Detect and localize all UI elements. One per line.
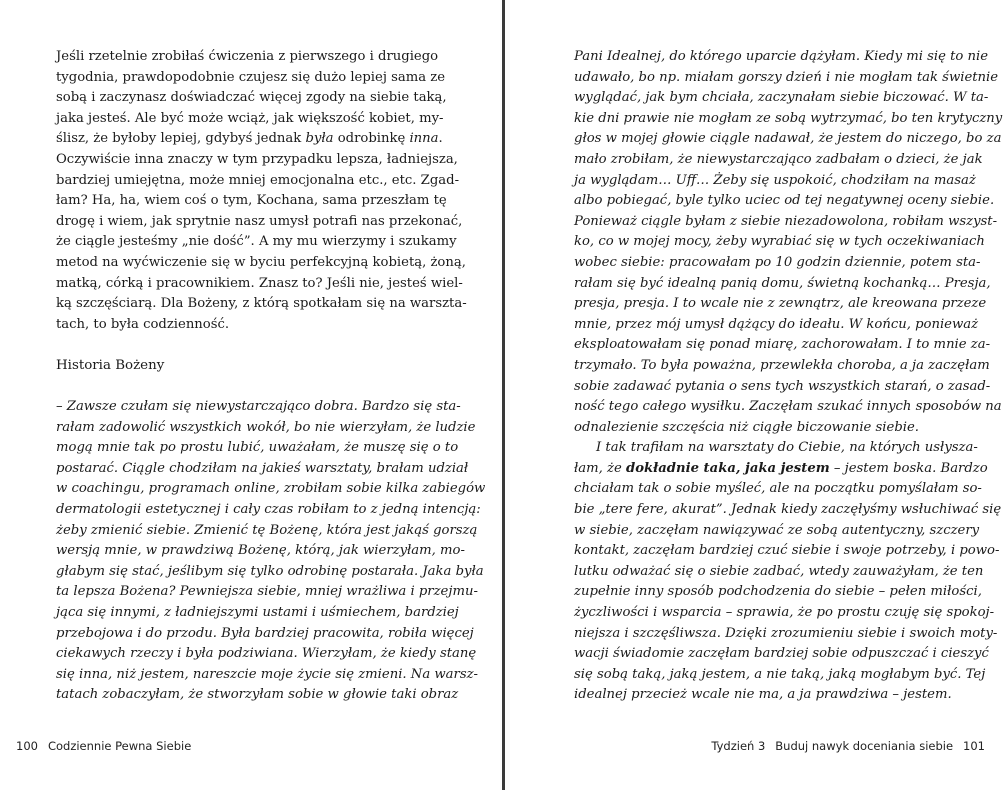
paragraph-gap — [56, 377, 435, 398]
text-line: matką, córką i pracownikiem. Znasz to? Jeśli nie, jesteś wiel- — [56, 275, 463, 291]
story-line: albo pobiegać, byle tylko uciec od tej negatywnej oceny siebie. — [574, 193, 995, 209]
story-line: udawało, bo np. miałam gorszy dzień i nie mogłam tak świetnie — [574, 69, 999, 85]
story-line: Ponieważ ciągle byłam z siebie niezadowolona, robiłam wszyst- — [574, 213, 998, 229]
story-line: zupełnie inny sposób podchodzenia do siebie – pełen miłości, — [574, 584, 982, 600]
story-line: mogą mnie tak po prostu lubić, uważałam, że muszę się o to — [56, 440, 459, 456]
text-span: . — [438, 131, 443, 147]
story-line: rałam zadowolić wszystkich wokół, bo nie wierzyłam, że ludzie — [56, 419, 476, 435]
story-line: – Zawsze czułam się niewystarczająco dobra. Bardzo się sta- — [56, 399, 461, 415]
story-line: trzymało. To była poważna, przewlekła choroba, a ja zaczęłam — [574, 357, 990, 373]
paragraph-gap — [56, 335, 435, 356]
running-title: Codziennie Pewna Siebie — [47, 739, 192, 753]
story-line: się sobą taką, jaką jestem, a nie taką, jaką mogłabym być. Tej — [574, 666, 986, 682]
story-line — [574, 459, 988, 480]
story-line: w siebie, zaczęłam nawiązywać ze sobą autentyczny, szczery — [574, 522, 980, 538]
text-span: ślisz, że byłoby lepiej, gdybyś jednak — [56, 131, 306, 147]
story-line: mnie, przez mój umysł dążący do ideału. W końcu, ponieważ — [574, 316, 979, 332]
story-line: ciekawych rzeczy i była podziwiana. Wierzyłam, że kiedy stanę — [56, 646, 477, 662]
story-line: żeby zmienić siebie. Zmienić tę Bożenę, która jest jakąś gorszą — [56, 522, 478, 538]
text-line: Jeśli rzetelnie zrobiłaś ćwiczenia z pierwszego i drugiego — [56, 49, 439, 64]
story-line: wyglądać, jak bym chciała, zaczynałam siebie biczować. W ta- — [574, 90, 989, 106]
left-page-text — [56, 47, 486, 706]
story-line: I tak trafiłam na warsztaty do Ciebie, na których usłysza- — [596, 440, 978, 456]
story-line: życzliwości i wsparcia – sprawia, że po prostu czuję się spokoj- — [574, 605, 995, 621]
text-span: odrobinkę — [333, 131, 410, 147]
story-line: ta lepsza Bożena? Pewniejsza siebie, mniej wrażliwa i przejmu- — [56, 584, 478, 600]
story-line: tatach zobaczyłam, że stworzyłam sobie w głowie taki obraz — [56, 687, 459, 703]
story-line: presja, presja. I to wcale nie z zewnątrz, ale kreowana przeze — [574, 296, 987, 312]
text-span: – jestem boska. Bardzo — [829, 460, 988, 476]
running-title: Buduj nawyk doceniania siebie — [775, 739, 954, 753]
story-line: odnalezienie szczęścia niż ciągłe biczowanie siebie. — [574, 419, 919, 435]
text-line: bardziej umiejętna, może mniej emocjonalna etc., etc. Zgad- — [56, 172, 460, 188]
text-line: łam? Ha, ha, wiem coś o tym, Kochana, sama przeszłam tę — [56, 193, 447, 209]
text-line: że ciągle jesteśmy „nie dość”. A my mu wierzymy i szukamy — [56, 234, 457, 250]
right-page — [506, 0, 1007, 790]
bold-phrase: dokładnie taka, jaka jestem — [625, 460, 830, 476]
emphasis-span: inna — [409, 131, 439, 147]
story-line: w coachingu, programach online, zrobiłam sobie kilka zabiegów — [56, 481, 486, 497]
story-line: się inna, niż jestem, nareszcie moje życie się zmieni. Na warsz- — [56, 666, 479, 682]
page-number: 101 — [963, 739, 985, 753]
text-line: jaka jesteś. Ale być może wciąż, jak większość kobiet, my- — [56, 110, 444, 126]
text-line: Oczywiście inna znaczy w tym przypadku lepsza, ładniejsza, — [56, 151, 458, 167]
right-page-text — [574, 47, 1003, 706]
story-line: idealnej przecież wcale nie ma, a ja prawdziwa – jestem. — [574, 687, 952, 703]
story-line: lutku odważać się o siebie zadbać, wtedy zauważyłam, że ten — [574, 563, 984, 579]
story-line: głabym się stać, jeślibym się tylko odrobinę postarała. Jaka była — [56, 563, 484, 579]
emphasis-span: była — [305, 131, 334, 147]
story-line: postarać. Ciągle chodziłam na jakieś warsztaty, brałam udział — [56, 460, 469, 476]
text-line — [56, 129, 443, 150]
story-line: wersją mnie, w prawdziwą Bożenę, którą, jak wierzyłam, mo- — [56, 543, 465, 559]
text-line: tach, to była codzienność. — [56, 316, 230, 332]
story-line: wobec siebie: pracowałam po 10 godzin dziennie, potem sta- — [574, 254, 981, 270]
story-line: jąca się innymi, z ładniejszymi ustami i uśmiechem, bardziej — [56, 605, 459, 621]
book-gutter — [502, 0, 505, 790]
text-line: sobą i zaczynasz doświadczać więcej zgody na siebie taką, — [56, 90, 447, 106]
chapter-label: Tydzień 3 — [711, 739, 766, 753]
story-line: mało zrobiłam, że niewystarczająco zadbałam o dzieci, że jak — [574, 151, 983, 167]
story-line: niejsza i szczęśliwsza. Dzięki zrozumieniu siebie i swoich moty- — [574, 625, 998, 641]
page-number: 100 — [16, 739, 38, 753]
story-line: kie dni prawie nie mogłam ze sobą wytrzymać, bo ten krytyczny — [574, 110, 1003, 126]
story-line: sobie zadawać pytania o sens tych wszystkich starań, o zasad- — [574, 378, 991, 394]
left-page-footer — [16, 739, 191, 753]
right-page-footer — [711, 739, 985, 753]
text-line: drogę i wiem, jak sprytnie nasz umysł potrafi nas przekonać, — [56, 213, 463, 229]
section-heading: Historia Bożeny — [56, 357, 165, 373]
text-span: łam, że — [574, 460, 626, 476]
story-line: ko, co w mojej mocy, żeby wyrabiać się w tych oczekiwaniach — [574, 234, 985, 250]
story-line: kontakt, zaczęłam bardziej czuć siebie i swoje potrzeby, i powo- — [574, 543, 1000, 559]
story-line: Pani Idealnej, do którego uparcie dążyłam. Kiedy mi się to nie — [574, 49, 989, 64]
story-line: przebojowa i do przodu. Była bardziej pracowita, robiła więcej — [56, 625, 474, 641]
story-line: chciałam tak o sobie myśleć, ale na początku pomyślałam so- — [574, 481, 982, 497]
story-line: rałam się być idealną panią domu, świetną kochanką… Presja, — [574, 275, 991, 291]
text-line: ką szczęściarą. Dla Bożeny, z którą spotkałam się na warszta- — [56, 296, 467, 312]
story-line: bie „tere fere, akurat”. Jednak kiedy zaczęłyśmy wsłuchiwać się — [574, 502, 1002, 518]
left-page — [0, 0, 503, 790]
story-line: głos w mojej głowie ciągle nadawał, że jestem do niczego, bo za — [574, 131, 1002, 147]
text-line: metod na wyćwiczenie się w byciu perfekcyjną kobietą, żoną, — [56, 254, 466, 270]
story-line: eksploatowałam się ponad miarę, zachorowałam. I to mnie za- — [574, 337, 991, 353]
story-line: ność tego całego wysiłku. Zaczęłam szukać innych sposobów na — [574, 399, 1002, 415]
story-line: wacji świadomie zaczęłam bardziej sobie odpuszczać i cieszyć — [574, 646, 989, 662]
text-line: tygodnia, prawdopodobnie czujesz się dużo lepiej sama ze — [56, 69, 446, 85]
story-line: dermatologii estetycznej i cały czas robiłam to z jedną intencją: — [56, 502, 481, 518]
story-line: ja wyglądam… Uff… Żeby się uspokoić, chodziłam na masaż — [574, 172, 976, 188]
